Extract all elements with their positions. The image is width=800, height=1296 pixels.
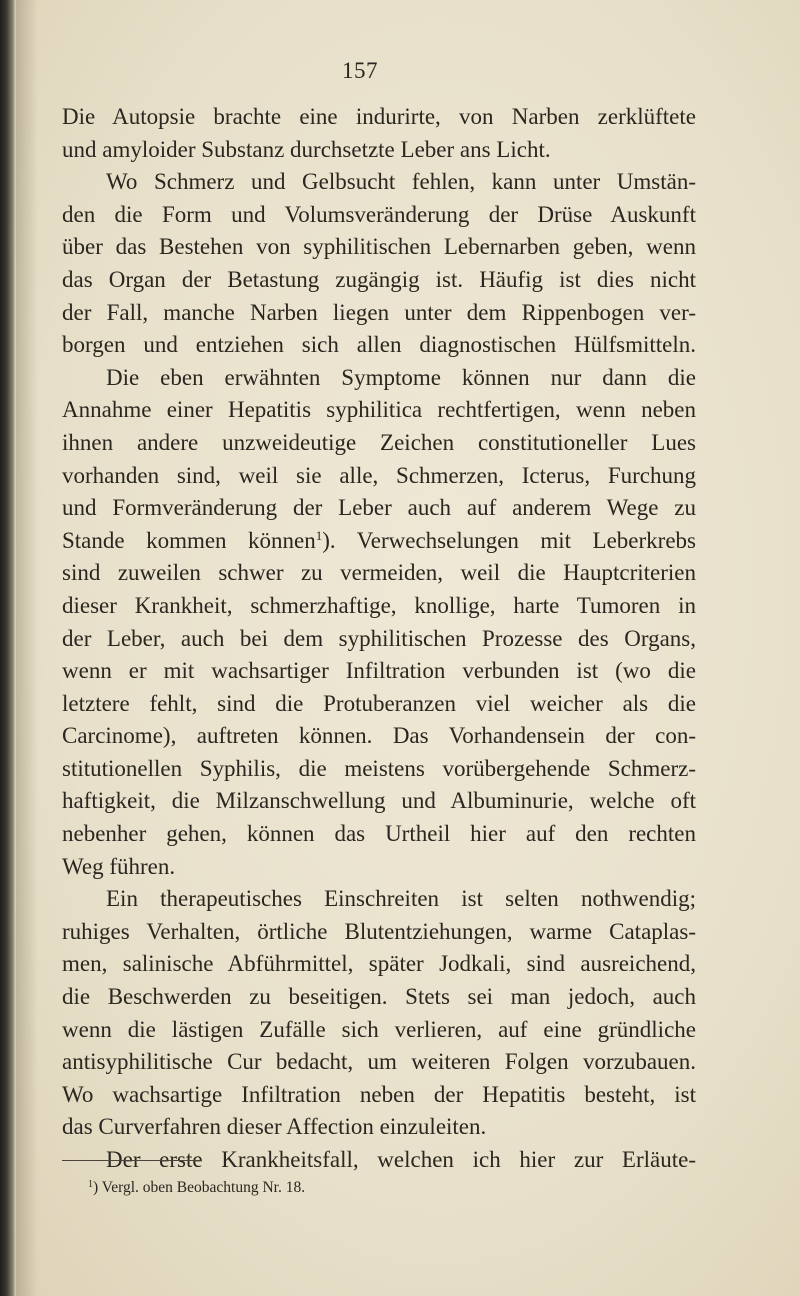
text-segment: Stande kommen können — [62, 527, 316, 553]
footnote — [88, 1178, 305, 1198]
text-line: sind zuweilen schwer zu vermeiden, weil die Hauptcriterien — [62, 560, 696, 586]
text-line: ruhiges Verhalten, örtliche Blutentziehungen, warme Cataplas- — [62, 918, 696, 944]
text-line: vorhanden sind, weil sie alle, Schmerzen, Icterus, Furchung — [62, 462, 696, 488]
body-text — [62, 101, 696, 1177]
text-line: Die eben erwähnten Symptome können nur dann die — [106, 364, 696, 390]
text-line: Weg führen. — [62, 853, 176, 879]
footnote-marker: 1 — [88, 1179, 93, 1190]
text-line: Wo Schmerz und Gelbsucht fehlen, kann unter Umstän- — [106, 169, 696, 195]
footnote-text: ) Vergl. oben Beobachtung Nr. 18. — [93, 1179, 306, 1196]
text-line: Die Autopsie brachte eine indurirte, von Narben zerklüftete — [62, 104, 696, 129]
text-line: ihnen andere unzweideutige Zeichen constitutioneller Lues — [62, 429, 696, 455]
text-line: men, salinische Abführmittel, später Jodkali, sind ausreichend, — [62, 951, 696, 977]
text-line: antisyphilitische Cur bedacht, um weiteren Folgen vorzubauen. — [62, 1049, 696, 1075]
text-line: borgen und entziehen sich allen diagnostischen Hülfsmitteln. — [62, 332, 696, 358]
text-line: haftigkeit, die Milzanschwellung und Albuminurie, welche oft — [62, 788, 696, 814]
text-line: stitutionellen Syphilis, die meistens vorübergehende Schmerz- — [62, 755, 696, 781]
text-line: der Leber, auch bei dem syphilitischen Prozesse des Organs, — [62, 625, 696, 651]
text-line: nebenher gehen, können das Urtheil hier auf den rechten — [62, 821, 696, 847]
text-line: wenn er mit wachsartiger Infiltration verbunden ist (wo die — [62, 658, 696, 684]
text-line: die Beschwerden zu beseitigen. Stets sei man jedoch, auch — [62, 984, 696, 1010]
text-line: und amyloider Substanz durchsetzte Leber ans Licht. — [62, 136, 551, 162]
text-line: Wo wachsartige Infiltration neben der Hepatitis besteht, ist — [62, 1081, 696, 1107]
text-line: und Formveränderung der Leber auch auf anderem Wege zu — [62, 495, 696, 521]
page-number: 157 — [342, 58, 378, 83]
text-line: Carcinome), auftreten können. Das Vorhandensein der con- — [62, 723, 696, 749]
text-line: wenn die lästigen Zufälle sich verlieren, auf eine gründliche — [62, 1016, 696, 1042]
footnote-divider — [62, 1160, 202, 1161]
text-line: das Curverfahren dieser Affection einzuleiten. — [62, 1114, 487, 1140]
text-line: der Fall, manche Narben liegen unter dem Rippenbogen ver- — [62, 299, 696, 325]
text-line: dieser Krankheit, schmerzhaftige, knollige, harte Tumoren in — [62, 592, 696, 618]
text-line: Ein therapeutisches Einschreiten ist selten nothwendig; — [106, 886, 696, 912]
text-line: Annahme einer Hepatitis syphilitica rechtfertigen, wenn neben — [62, 397, 696, 423]
footnote-reference: 1 — [315, 527, 323, 543]
text-line-with-footnote-ref — [62, 525, 696, 558]
text-line: den die Form und Volumsveränderung der Drüse Auskunft — [62, 201, 696, 227]
text-segment: ). Verwechselungen mit Leberkrebs — [322, 527, 696, 553]
text-line: das Organ der Betastung zugängig ist. Häufig ist dies nicht — [62, 266, 696, 292]
book-binding-edge — [0, 0, 16, 1296]
text-line: über das Bestehen von syphilitischen Lebernarben geben, wenn — [62, 234, 696, 260]
text-line: letztere fehlt, sind die Protuberanzen viel weicher als die — [62, 690, 696, 716]
text-line: Der erste Krankheitsfall, welchen ich hier zur Erläute- — [106, 1147, 696, 1172]
gutter-shadow — [16, 0, 38, 1296]
